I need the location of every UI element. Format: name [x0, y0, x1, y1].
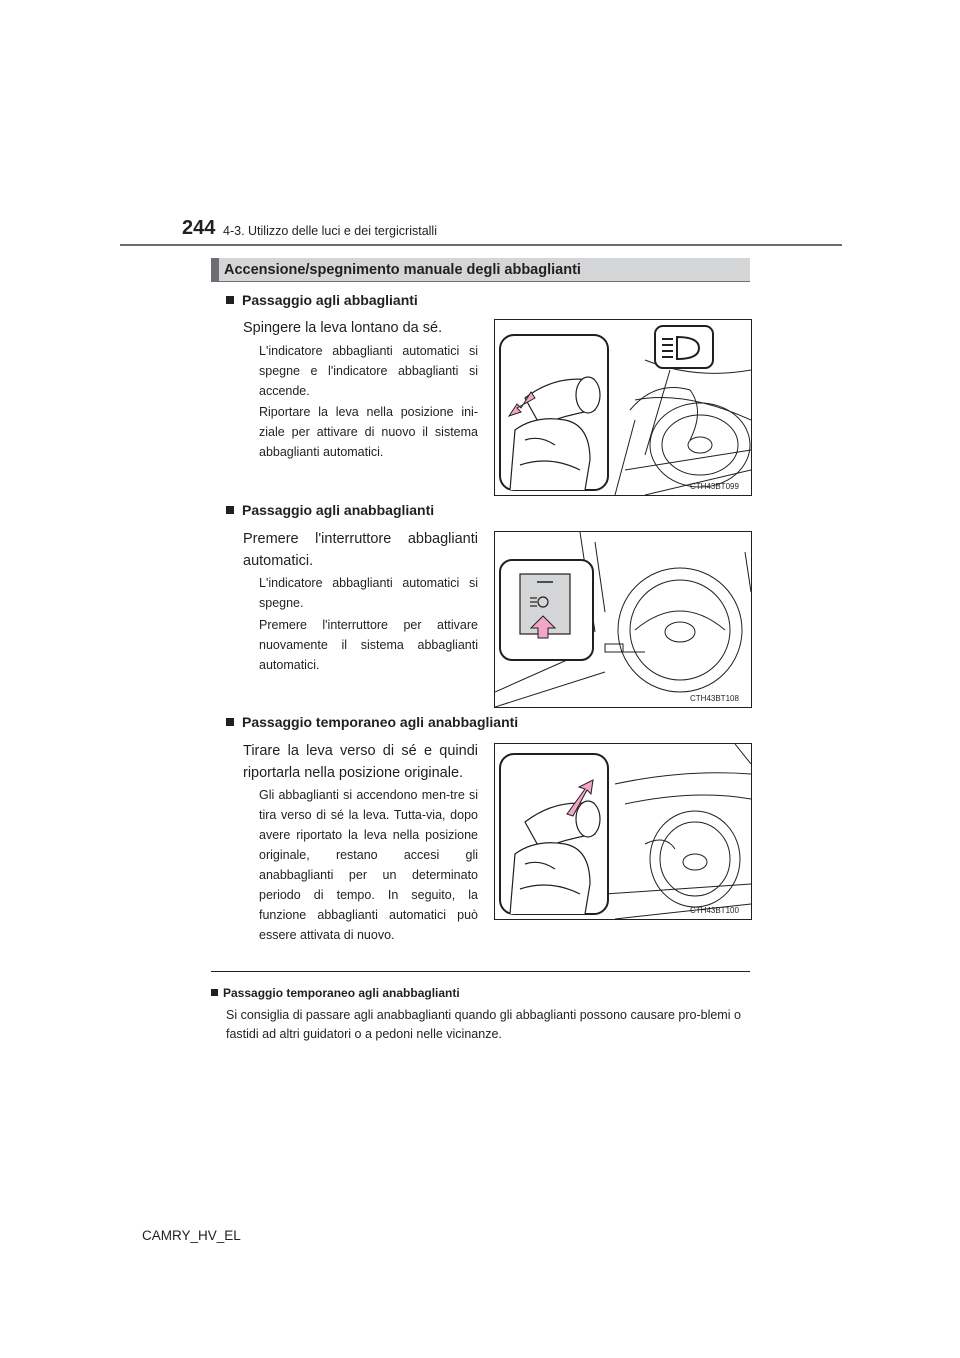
- lever-pull-illustration: [495, 744, 751, 919]
- instruction-high-beam: Spingere la leva lontano da sé.: [243, 320, 443, 336]
- square-bullet-icon: [211, 989, 218, 996]
- subheading-temporary-low-beam: [226, 714, 518, 730]
- figure-auto-switch: [494, 531, 752, 708]
- square-bullet-icon: [226, 296, 234, 304]
- lever-push-illustration: [495, 320, 751, 495]
- instruction-low-beam: Premere l'interruttore abbaglianti automatici.: [243, 531, 478, 569]
- instruction-temporary-low-beam: Tirare la leva verso di sé e quindi riportarla nella posizione originale.: [243, 743, 478, 781]
- subheading-text: Passaggio agli anabbaglianti: [242, 502, 435, 518]
- body-text: Gli abbaglianti si accendono men-tre si tira verso di sé la leva. Tutta-via, dopo avere riportato la leva nella posizione originale, restano accesi gli anabbaglianti per un determinato periodo di tempo. In seguito, la funzione abbaglianti automatici può essere attivata di nuovo.: [259, 788, 478, 942]
- subheading-text: Passaggio temporaneo agli anabbaglianti: [242, 714, 519, 730]
- figure-code: CTH43BT100: [690, 906, 739, 915]
- figure-code: CTH43BT108: [690, 694, 739, 703]
- section-title: Accensione/spegnimento manuale degli abbaglianti: [224, 262, 581, 278]
- subheading-high-beam: [226, 292, 418, 308]
- figure-code: CTH43BT099: [690, 482, 739, 491]
- running-head: 4-3. Utilizzo delle luci e dei tergicristalli: [223, 224, 437, 238]
- page-number: 244: [182, 217, 216, 239]
- note-heading-text: Passaggio temporaneo agli anabbaglianti: [223, 986, 460, 1000]
- body-text: L'indicatore abbaglianti automatici si spegne e l'indicatore abbaglianti si accende.: [259, 344, 478, 398]
- high-beam-indicator-box: [655, 326, 713, 368]
- square-bullet-icon: [226, 718, 234, 726]
- note-rule: [211, 971, 750, 972]
- body-text: Premere l'interruttore per attivare nuovamente il sistema abbaglianti automatici.: [259, 618, 478, 672]
- subheading-low-beam: [226, 502, 434, 518]
- document-code: CAMRY_HV_EL: [142, 1228, 241, 1243]
- body-text: Riportare la leva nella posizione ini-ziale per attivare di nuovo il sistema abbaglianti automatici.: [259, 405, 478, 459]
- subheading-text: Passaggio agli abbaglianti: [242, 292, 418, 308]
- figure-lever-pull: [494, 743, 752, 920]
- auto-switch-illustration: [495, 532, 751, 707]
- header-rule: [120, 244, 842, 246]
- note-body: Si consiglia di passare agli anabbaglianti quando gli abbaglianti possono causare pro-blemi o fastidi ad altri guidatori o a pedoni nelle vicinanze.: [226, 1008, 741, 1041]
- figure-lever-push: [494, 319, 752, 496]
- square-bullet-icon: [226, 506, 234, 514]
- body-text: L'indicatore abbaglianti automatici si spegne.: [259, 576, 478, 610]
- note-heading: [211, 986, 460, 1000]
